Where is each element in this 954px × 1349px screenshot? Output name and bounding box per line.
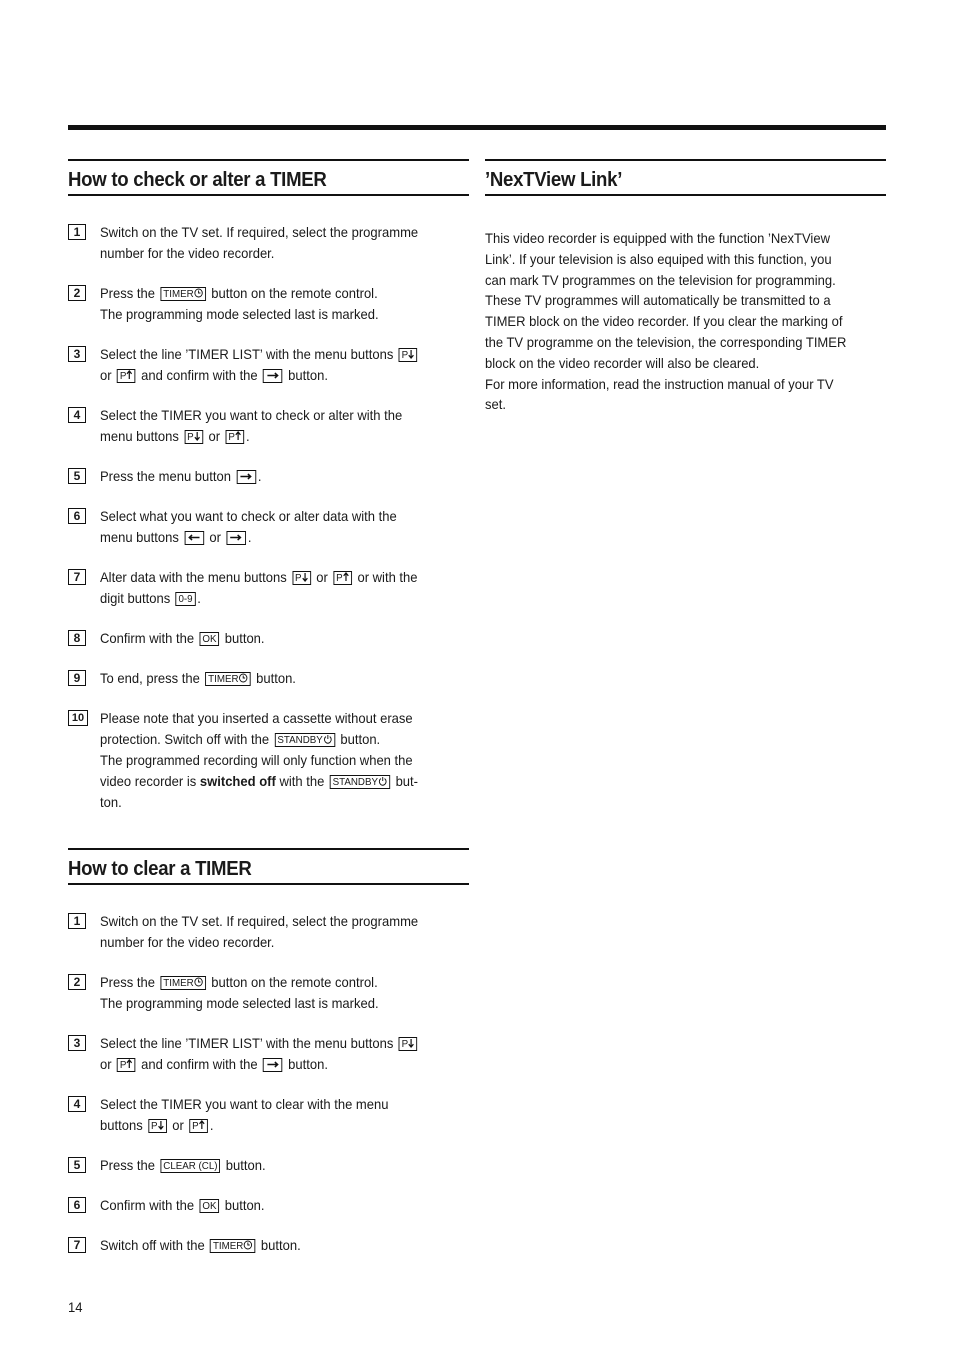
step-text: menu buttons — [100, 529, 179, 545]
button-symbol-label: P — [192, 1120, 199, 1132]
step-text: digit buttons — [100, 590, 171, 606]
paragraph-line: For more information, read the instruction manual of your TV — [485, 375, 834, 392]
step-item — [68, 1094, 469, 1136]
button-symbol-p — [117, 369, 136, 383]
clock-icon — [194, 977, 203, 989]
button-symbol-label: TIMER — [212, 1240, 244, 1252]
step-text: but- — [395, 773, 419, 789]
arrow-up-icon — [126, 370, 133, 382]
button-symbol-left — [184, 531, 204, 545]
heading-nextview-link: ’NexTView Link’ — [485, 169, 623, 191]
step-text-line — [100, 1033, 443, 1054]
paragraph-line: TIMER block on the video recorder. If you clear the marking of — [485, 313, 843, 330]
step-text: button on the remote control. — [211, 285, 378, 301]
button-symbol-label: P — [119, 1059, 127, 1071]
step-number: 5 — [68, 1157, 86, 1173]
step-number: 9 — [68, 670, 86, 686]
step-item — [68, 222, 469, 264]
button-symbol-p — [399, 1037, 418, 1051]
arrow-up-icon — [126, 1059, 133, 1071]
step-text: or — [100, 1056, 112, 1072]
step-text: button. — [224, 1197, 265, 1213]
step-number: 10 — [68, 710, 88, 726]
step-text: button. — [288, 1056, 328, 1072]
clock-icon — [239, 673, 248, 685]
arrow-down-icon — [408, 349, 415, 361]
arrow-left-icon — [188, 532, 201, 544]
section-heading-clear — [68, 848, 469, 885]
button-symbol-timer — [160, 287, 205, 301]
paragraph-line: can mark TV programmes on the television for programming. — [485, 271, 836, 288]
step-item — [68, 1155, 469, 1176]
step-text: and confirm with the — [141, 1056, 258, 1072]
button-symbol-right — [226, 531, 246, 545]
power-icon — [378, 776, 387, 788]
step-item — [68, 911, 469, 953]
step-text: Switch off with the — [100, 1237, 205, 1253]
step-text: The programming mode selected last is marked. — [100, 306, 379, 322]
step-text: Select the line ’TIMER LIST’ with the menu buttons — [100, 346, 394, 362]
arrow-right-icon — [240, 471, 253, 483]
step-text: number for the video recorder. — [100, 245, 275, 261]
clock-icon — [243, 1240, 252, 1252]
step-text-line — [100, 426, 443, 447]
step-text: Select the line ’TIMER LIST’ with the menu buttons — [100, 1035, 394, 1051]
button-symbol-p — [399, 348, 418, 362]
button-symbol-standby — [330, 775, 390, 789]
step-text: To end, press the — [100, 670, 200, 686]
emphasis-text: switched off — [199, 773, 276, 789]
step-item — [68, 1235, 469, 1256]
button-symbol-timer — [160, 976, 205, 990]
button-symbol-ok — [200, 632, 220, 646]
step-item — [68, 972, 469, 1014]
button-symbol-label: P — [150, 1120, 158, 1132]
section-heading-nextview — [485, 159, 886, 196]
step-text-line — [100, 668, 443, 689]
button-symbol-p — [184, 430, 203, 444]
step-text: . — [257, 468, 262, 484]
step-text: menu buttons — [100, 428, 179, 444]
step-text-line — [100, 506, 443, 527]
step-text: Select the TIMER you want to clear with the menu — [100, 1096, 389, 1112]
arrow-up-icon — [199, 1120, 206, 1132]
step-text-line — [100, 283, 443, 304]
button-symbol-label: CLEAR (CL) — [163, 1160, 218, 1172]
paragraph-line: set. — [485, 396, 506, 413]
power-icon — [323, 734, 332, 746]
step-text-line — [100, 771, 443, 792]
step-number: 5 — [68, 468, 86, 484]
step-item — [68, 628, 469, 649]
step-text: button. — [340, 731, 381, 747]
button-symbol-p — [226, 430, 245, 444]
step-item — [68, 1195, 469, 1216]
step-text-line — [100, 628, 443, 649]
step-number: 2 — [68, 974, 86, 990]
top-rule — [68, 125, 886, 130]
step-number: 4 — [68, 407, 86, 423]
step-item — [68, 708, 469, 813]
step-text: ton. — [100, 794, 122, 810]
button-symbol-label: P — [401, 1038, 409, 1050]
button-symbol-label: P — [401, 349, 409, 361]
step-text-line — [100, 243, 443, 264]
step-item — [68, 405, 469, 447]
paragraph-line: the TV programme on the television, the corresponding TIMER — [485, 333, 847, 350]
step-text-line — [100, 527, 443, 548]
button-symbol-label: TIMER — [208, 673, 239, 685]
button-symbol-p — [189, 1119, 208, 1133]
step-text: Confirm with the — [100, 630, 195, 646]
arrow-down-icon — [302, 572, 309, 584]
button-symbol-label: OK — [202, 633, 217, 645]
step-text-line — [100, 304, 443, 325]
step-item — [68, 1033, 469, 1075]
button-symbol-right — [263, 1058, 283, 1072]
step-text: or — [172, 1117, 184, 1133]
step-text: or — [316, 569, 328, 585]
button-symbol-p — [292, 571, 311, 585]
button-symbol-label: TIMER — [163, 288, 194, 300]
button-symbol-label: STANDBY — [332, 776, 378, 788]
step-text: . — [197, 590, 201, 606]
step-text: number for the video recorder. — [100, 934, 275, 950]
step-text: button. — [260, 1237, 301, 1253]
step-item — [68, 668, 469, 689]
step-text-line — [100, 911, 443, 932]
step-text: Press the — [100, 974, 156, 990]
step-text: button on the remote control. — [211, 974, 378, 990]
arrow-up-icon — [343, 572, 350, 584]
check-alter-steps — [68, 222, 469, 813]
step-text: buttons — [100, 1117, 143, 1133]
step-text-line — [100, 365, 443, 386]
clock-icon — [194, 288, 203, 300]
step-text: Select what you want to check or alter data with the — [100, 508, 397, 524]
step-text-line — [100, 222, 443, 243]
arrow-right-icon — [266, 370, 279, 382]
step-text: Press the — [100, 285, 156, 301]
step-number: 4 — [68, 1096, 86, 1112]
step-text: . — [209, 1117, 214, 1133]
step-text: Switch on the TV set. If required, select the programme — [100, 224, 419, 240]
step-text-line — [100, 972, 443, 993]
nextview-paragraph — [485, 228, 886, 415]
step-text: button. — [288, 367, 328, 383]
step-text: Select the TIMER you want to check or alter with the — [100, 407, 403, 423]
button-symbol-timer — [210, 1239, 255, 1253]
step-number: 7 — [68, 569, 86, 585]
step-number: 2 — [68, 285, 86, 301]
step-text-line — [100, 1235, 443, 1256]
heading-clear-timer: How to clear a TIMER — [68, 858, 252, 880]
step-text-line — [100, 1115, 443, 1136]
step-text-line — [100, 708, 443, 729]
step-text-line — [100, 792, 443, 813]
step-number: 1 — [68, 224, 86, 240]
step-text: protection. Switch off with the — [100, 731, 270, 747]
step-text-line — [100, 567, 443, 588]
step-text: . — [246, 428, 250, 444]
button-symbol-label: P — [295, 572, 302, 584]
step-text: Switch on the TV set. If required, select the programme — [100, 913, 419, 929]
paragraph-line: This video recorder is equipped with the function ’NexTView — [485, 230, 830, 246]
step-text: or — [100, 367, 112, 383]
step-text: Please note that you inserted a cassette without erase — [100, 710, 413, 726]
step-text-line — [100, 1094, 443, 1115]
step-text: or with the — [357, 569, 418, 585]
button-symbol-label: P — [336, 572, 343, 584]
button-symbol-timer — [205, 672, 250, 686]
paragraph-line: Link’. If your television is also equiped with this function, you — [485, 250, 832, 267]
button-symbol-label: P — [228, 431, 235, 443]
step-text: or — [208, 428, 221, 444]
step-text: The programming mode selected last is marked. — [100, 995, 379, 1011]
step-text-line — [100, 405, 443, 426]
button-symbol-right — [236, 470, 256, 484]
step-item — [68, 466, 469, 487]
step-number: 3 — [68, 1035, 86, 1051]
step-text-line — [100, 1195, 443, 1216]
left-column — [68, 159, 469, 1275]
step-text: and confirm with the — [141, 367, 258, 383]
button-symbol-p — [333, 571, 352, 585]
step-text: button. — [225, 1157, 266, 1173]
button-symbol-label: 0-9 — [178, 593, 193, 605]
step-text-line — [100, 729, 443, 750]
step-text-line — [100, 1054, 443, 1075]
button-symbol-label: TIMER — [163, 977, 194, 989]
step-item — [68, 506, 469, 548]
step-number: 8 — [68, 630, 86, 646]
arrow-down-icon — [158, 1120, 165, 1132]
step-item — [68, 567, 469, 609]
arrow-down-icon — [194, 431, 201, 443]
step-item — [68, 344, 469, 386]
button-symbol-label: STANDBY — [277, 734, 323, 746]
step-text-line — [100, 466, 443, 487]
step-item — [68, 283, 469, 325]
paragraph-line: block on the video recorder will also be cleared. — [485, 354, 760, 371]
step-text-line — [100, 750, 443, 771]
step-text: Press the — [100, 1157, 156, 1173]
button-symbol-ok — [200, 1199, 220, 1213]
section-heading-check-alter — [68, 159, 469, 196]
step-number: 3 — [68, 346, 86, 362]
right-column — [485, 159, 886, 415]
step-text-line — [100, 344, 443, 365]
step-text: or — [209, 529, 221, 545]
step-text-line — [100, 1155, 443, 1176]
paragraph-line: These TV programmes will automatically be transmitted to a — [485, 292, 831, 309]
step-text: button. — [224, 630, 265, 646]
step-text-line — [100, 588, 443, 609]
step-text: button. — [256, 670, 296, 686]
clear-timer-steps — [68, 911, 469, 1256]
button-symbol-0-9 — [176, 592, 196, 606]
step-text: Alter data with the menu buttons — [100, 569, 287, 585]
arrow-right-icon — [266, 1059, 279, 1071]
step-text: Confirm with the — [100, 1197, 195, 1213]
button-symbol-p — [148, 1119, 167, 1133]
arrow-right-icon — [230, 532, 243, 544]
button-symbol-label: OK — [202, 1200, 217, 1212]
step-text: Press the menu button — [100, 468, 232, 484]
step-text-line — [100, 932, 443, 953]
step-number: 6 — [68, 508, 86, 524]
step-text: The programmed recording will only function when the — [100, 752, 413, 768]
step-text-line — [100, 993, 443, 1014]
arrow-down-icon — [408, 1038, 415, 1050]
step-text: video recorder is — [100, 773, 197, 789]
button-symbol-label: P — [187, 431, 194, 443]
step-number: 6 — [68, 1197, 86, 1213]
step-text: with the — [279, 773, 325, 789]
step-number: 7 — [68, 1237, 86, 1253]
step-number: 1 — [68, 913, 86, 929]
button-symbol-standby — [275, 733, 335, 747]
button-symbol-p — [117, 1058, 136, 1072]
button-symbol-right — [263, 369, 283, 383]
arrow-up-icon — [235, 431, 242, 443]
page-number: 14 — [68, 1299, 83, 1315]
heading-check-alter-timer: How to check or alter a TIMER — [68, 169, 327, 191]
step-text: . — [247, 529, 252, 545]
button-symbol-clear-cl — [160, 1159, 220, 1173]
button-symbol-label: P — [119, 370, 127, 382]
